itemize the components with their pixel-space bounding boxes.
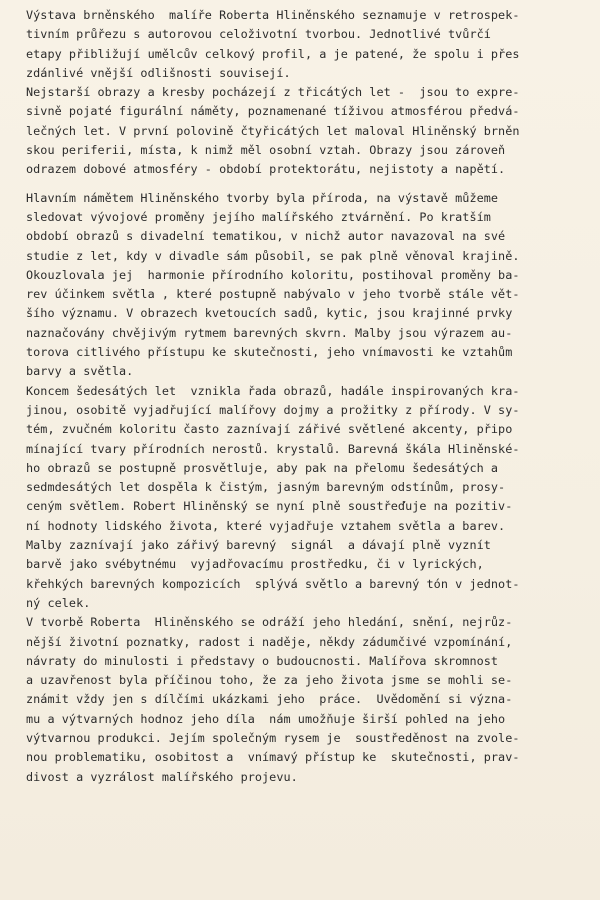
- text-line: období obrazů s divadelní tematikou, v nichž autor navazoval na své: [26, 229, 506, 244]
- text-line: barvě jako svébytnému vyjadřovacímu prostředku, či v lyrických,: [26, 557, 484, 572]
- text-line: V tvorbě Roberta Hliněnského se odráží jeho hledání, snění, nejrůz-: [26, 615, 513, 630]
- text-line: známit vždy jen s dílčími ukázkami jeho práce. Uvědomění si význa-: [26, 692, 513, 707]
- text-line: Výstava brněnského malíře Roberta Hliněnského seznamuje v retrospek-: [26, 8, 520, 22]
- text-line: barvy a světla.: [26, 364, 134, 379]
- text-line: nější životní poznatky, radost i naděje, někdy zádumčivé vzpomínání,: [26, 634, 513, 649]
- text-line: zdánlivé vnější odlišnosti souvisejí.: [26, 65, 291, 80]
- paragraph: [26, 83, 586, 179]
- text-line: šího významu. V obrazech kvetoucích sadů, kytic, jsou krajinné prvky: [26, 306, 513, 321]
- text-line: a uzavřenost byla příčinou toho, že za jeho života jsme se mohli se-: [26, 673, 513, 688]
- text-line: nou problematiku, osobitost a vnímavý přístup ke skutečnosti, prav-: [26, 750, 520, 765]
- text-line: sedmdesátých let dospěla k čistým, jasným barevným odstínům, prosy-: [26, 480, 506, 495]
- text-line: tivním průřezu s autorovou celoživotní tvorbou. Jednotlivé tvůrčí: [26, 27, 491, 42]
- text-line: výtvarnou produkci. Jejím společným rysem je soustředěnost na zvole-: [26, 730, 520, 745]
- text-line: Nejstarší obrazy a kresby pocházejí z třicátých let - jsou to expre-: [26, 85, 520, 100]
- paragraph: [26, 189, 586, 382]
- text-line: Hlavním námětem Hliněnského tvorby byla příroda, na výstavě můžeme: [26, 190, 499, 205]
- paragraph-gap: [26, 180, 586, 189]
- text-line: ný celek.: [26, 595, 91, 610]
- text-line: Malby zaznívají jako zářivý barevný signál a dávají plně vyznít: [26, 538, 491, 553]
- text-line: lečných let. V první polovině čtyřicátých let maloval Hliněnský brněn: [26, 123, 520, 138]
- paragraph: [26, 613, 586, 787]
- document-body: [26, 6, 586, 787]
- text-line: studie z let, kdy v divadle sám působil, se pak plně věnoval krajině.: [26, 248, 520, 263]
- text-line: jinou, osobitě vyjadřující malířovy dojmy a prožitky z přírody. V sy-: [26, 402, 520, 417]
- text-line: Okouzlovala jej harmonie přírodního koloritu, postihoval proměny ba-: [26, 267, 520, 282]
- text-line: mínající tvary přírodních nerostů. krystalů. Barevná škála Hliněnské-: [26, 441, 520, 456]
- text-line: skou periferii, místa, k nimž měl osobní vztah. Obrazy jsou zároveň: [26, 143, 506, 158]
- text-line: ní hodnoty lidského života, které vyjadřuje vztahem světla a barev.: [26, 518, 506, 533]
- text-line: mu a výtvarných hodnoz jeho díla nám umožňuje širší pohled na jeho: [26, 711, 506, 726]
- text-line: sivně pojaté figurální náměty, poznamenané tíživou atmosférou předvá-: [26, 104, 520, 119]
- text-line: naznačovány chvějivým rytmem barevných skvrn. Malby jsou výrazem au-: [26, 325, 513, 340]
- paragraph: [26, 382, 586, 614]
- text-line: etapy přibližují umělcův celkový profil, a je patené, že spolu i přes: [26, 46, 520, 61]
- text-line: tém, zvučném koloritu často zaznívají zářivé světlené akcenty, připo: [26, 422, 513, 437]
- text-line: odrazem dobové atmosféry - období protektorátu, nejistoty a napětí.: [26, 162, 506, 177]
- text-line: torova citlivého přístupu ke skutečnosti, jeho vnímavosti ke vztahům: [26, 345, 513, 360]
- text-line: křehkých barevných kompozicích splývá světlo a barevný tón v jednot-: [26, 576, 520, 591]
- text-line: návraty do minulosti i představy o budoucnosti. Malířova skromnost: [26, 653, 499, 668]
- text-line: Koncem šedesátých let vznikla řada obrazů, hadále inspirovaných kra-: [26, 383, 520, 398]
- text-line: ho obrazů se postupně prosvětluje, aby pak na přelomu šedesátých a: [26, 460, 499, 475]
- text-line: rev účinkem světla , které postupně nabývalo v jeho tvorbě stále vět-: [26, 287, 520, 302]
- paragraph: [26, 6, 586, 83]
- text-line: divost a vyzrálost malířského projevu.: [26, 769, 298, 784]
- text-line: ceným světlem. Robert Hliněnský se nyní plně soustřeďuje na pozitiv-: [26, 499, 513, 514]
- text-line: sledovat vývojové proměny jejího malířského ztvárnění. Po kratším: [26, 209, 491, 224]
